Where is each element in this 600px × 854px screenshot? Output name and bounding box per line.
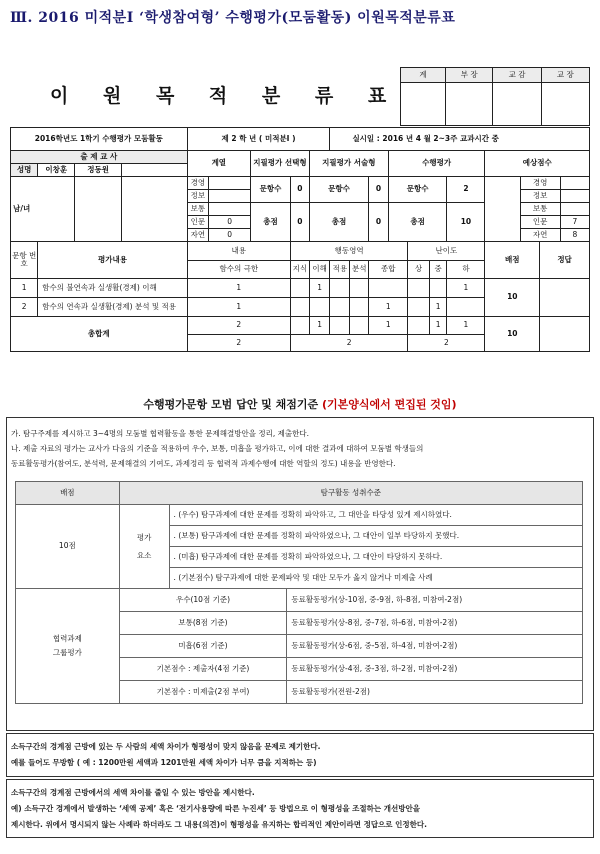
answer-2-line-1: 소득구간의 경계점 근방에서의 세액 차이를 줄일 수 있는 방안을 제시한다.: [11, 788, 255, 797]
subject-1: 경영: [187, 177, 209, 190]
coop-desc: 동료활동평가(상-10점, 중-9점, 하-8점, 미참여-2점): [287, 589, 583, 612]
info-grade: 제 2 학 년 ( 미적분Ⅰ ): [187, 128, 330, 151]
difficulty-head: 난이도: [408, 242, 485, 261]
answer-head: 정답: [540, 242, 590, 279]
right-value-3: [560, 203, 589, 216]
behavior-application: 적용: [330, 260, 350, 279]
row-content: 함수의 연속과 실생활(경제) 분석 및 적용: [38, 298, 187, 317]
mc-total-label: 총점: [251, 203, 291, 242]
score-10: 10: [485, 279, 540, 317]
score-head: 배점: [485, 242, 540, 279]
approval-head-1: 계: [401, 68, 446, 83]
total-mid: 1: [429, 317, 447, 335]
note-2: 나. 제출 자료의 평가는 교사가 다음의 기준을 적용하여 우수, 보통, 미흡을 평가하고, 이에 대한 결과에 대하여 모둠별 학생들의: [11, 444, 424, 453]
gyeyeol-head: 계열: [187, 151, 250, 177]
right-subject-5: 자연: [520, 229, 560, 242]
subject-3: 보통: [187, 203, 209, 216]
subject-value-1: [209, 177, 251, 190]
subject-2: 정보: [187, 190, 209, 203]
essay-count: 0: [369, 177, 389, 203]
row-content: 함수의 불연속과 실생활(경제) 이해: [38, 279, 187, 298]
row-lim: 1: [187, 298, 290, 317]
answer-1-line-1: 소득구간의 경계점 근방에 있는 두 사람의 세액 차이가 형평성이 맞지 않음을 문제로 제기한다.: [11, 742, 321, 751]
subject-value-3: [209, 203, 251, 216]
row-num: 1: [11, 279, 38, 298]
content-label: 평가내용: [38, 242, 187, 279]
total-score: 10: [485, 317, 540, 352]
difficulty-high: 상: [408, 260, 430, 279]
num-head: 문항 번호: [11, 242, 38, 279]
info-term: 2016학년도 1학기 수행평가 모둠활동: [11, 128, 188, 151]
mc-count: 0: [290, 177, 309, 203]
coop-desc: 동료활동평가(상-6점, 중-5점, 하-4점, 미참여-2점): [287, 635, 583, 658]
coop-level: 보통(8점 기준): [119, 612, 287, 635]
right-value-1: [560, 177, 589, 190]
rubric-head-score: 배점: [16, 482, 120, 505]
approval-head-4: 교 장: [541, 68, 589, 83]
row-lim: 1: [187, 279, 290, 298]
subject-5: 자연: [187, 229, 209, 242]
rubric-head-level: 탐구활동 성취수준: [119, 482, 582, 505]
mc-head: 지필평가 선택형: [251, 151, 310, 177]
behavior-synthesis: 종합: [369, 260, 408, 279]
approval-sign-1[interactable]: [401, 83, 446, 126]
doc-title: 이 원 목 적 분 류 표: [10, 68, 401, 126]
row-mid: 1: [429, 298, 447, 317]
total-content-sum: 2: [187, 334, 290, 352]
answer-2-line-2: 예) 소득구간 경계에서 발생하는 ‘세액 공제’ 혹은 ‘전기사용량에 따른 누진세’ 등 방법으로 이 형평성을 조절하는 개선방안을: [11, 804, 420, 813]
criteria-basic: . (기본점수) 탐구과제에 대한 문제파악 및 대안 모두가 옳지 않거나 미제출 사례: [169, 568, 582, 589]
rubric-box: [6, 417, 594, 731]
approval-head-2: 부 장: [445, 68, 493, 83]
right-subject-1: 경영: [520, 177, 560, 190]
essay-count-label: 문항수: [309, 177, 368, 203]
rubric-table: [15, 481, 583, 704]
total-understand: 1: [309, 317, 330, 335]
criteria-average: . (보통) 탐구과제에 대한 문제를 정확히 파악하였으나, 그 대안이 일부 타당하지 못했다.: [169, 526, 582, 547]
subject-value-4: 0: [209, 216, 251, 229]
criteria-excellent: . (우수) 탐구과제에 대한 문제를 정확히 파악하고, 그 대안을 타당성 있게 제시하였다.: [169, 505, 582, 526]
mc-total: 0: [290, 203, 309, 242]
eval-label-2: 요소: [136, 550, 152, 560]
difficulty-mid: 중: [429, 260, 447, 279]
row-num: 2: [11, 298, 38, 317]
note-1: 가. 탐구주제를 제시하고 3~4명의 모둠별 협력활동을 통한 문제해결방안을 정리, 제출한다.: [11, 429, 310, 438]
answer-box-1: [6, 733, 594, 777]
approval-header: [10, 67, 590, 126]
section-title-text: 수행평가문항 모범 답안 및 채점기준: [143, 398, 322, 411]
total-behavior-sum: 2: [290, 334, 407, 352]
rubric-score-10: 10점: [16, 505, 120, 589]
row-synth: 1: [369, 298, 408, 317]
note-3: 동료활동평가(참여도, 분석력, 문제해결의 기여도, 과제정리 등 협력적 과제수행에 대한 역할의 정도) 내용을 반영한다.: [11, 459, 396, 468]
perf-count-label: 문항수: [388, 177, 447, 203]
name-label: 성명: [11, 164, 38, 177]
approval-head-3: 교 감: [493, 68, 541, 83]
total-difficulty-sum: 2: [408, 334, 485, 352]
coop-label-1: 협력과제: [52, 634, 82, 643]
coop-desc: 동료활동평가(전원-2점): [287, 681, 583, 704]
answer-2-line-3: 제시한다. 위에서 명시되지 않는 사례라 하더라도 그 내용(의견)이 형평성을 유지하는 합리적인 제안이라면 정답으로 인정한다.: [11, 820, 427, 829]
right-value-5: 8: [560, 229, 589, 242]
gender-label: 남/녀: [11, 177, 75, 242]
spec-table: [10, 127, 590, 352]
right-subject-2: 정보: [520, 190, 560, 203]
sub-content: 함수의 극한: [187, 260, 290, 279]
expected-head: 예상점수: [485, 151, 590, 177]
examiner-label: 출 제 교 사: [11, 151, 188, 164]
coop-desc: 동료활동평가(상-4점, 중-3점, 하-2점, 미참여-2점): [287, 658, 583, 681]
approval-sign-3[interactable]: [493, 83, 541, 126]
total-low: 1: [447, 317, 485, 335]
subject-value-2: [209, 190, 251, 203]
mc-count-label: 문항수: [251, 177, 291, 203]
info-date: 실시일 : 2016 년 4 월 2~3주 교과시간 중: [330, 128, 590, 151]
subject-value-5: 0: [209, 229, 251, 242]
right-value-4: 7: [560, 216, 589, 229]
approval-sign-4[interactable]: [541, 83, 589, 126]
behavior-analysis: 분석: [350, 260, 369, 279]
total-label: 총합계: [11, 317, 188, 352]
coop-level: 미흡(6점 기준): [119, 635, 287, 658]
criteria-poor: . (미흡) 탐구과제에 대한 문제를 정확히 파악하였으나, 그 대안이 타당하지 못하다.: [169, 547, 582, 568]
coop-level: 우수(10점 기준): [119, 589, 287, 612]
right-subject-4: 인문: [520, 216, 560, 229]
eval-label-1: 평가: [136, 532, 152, 542]
difficulty-low: 하: [447, 260, 485, 279]
perf-count: 2: [447, 177, 485, 203]
coop-level: 기본점수 : 제출자(4점 기준): [119, 658, 287, 681]
section-title: [0, 396, 600, 412]
row-low: 1: [447, 279, 485, 298]
behavior-knowledge: 지식: [290, 260, 309, 279]
answer-box-2: [6, 779, 594, 838]
right-value-2: [560, 190, 589, 203]
behavior-head: 행동영역: [290, 242, 407, 261]
essay-total-label: 총점: [309, 203, 368, 242]
essay-total: 0: [369, 203, 389, 242]
coop-label-2: 그룹평가: [52, 648, 82, 657]
right-subject-3: 보통: [520, 203, 560, 216]
answer-1-line-2: 예를 들어도 무방함 ( 예 : 1200만원 세액과 1201만원 세액 차이가 너무 큼을 지적하는 등): [11, 758, 317, 767]
table-row: [11, 279, 590, 298]
coop-desc: 동료활동평가(상-8점, 중-7점, 하-6점, 미참여-2점): [287, 612, 583, 635]
total-lim: 2: [187, 317, 290, 335]
examiner-name-2: 정동원: [75, 164, 122, 177]
perf-head: 수행평가: [388, 151, 485, 177]
page-title: Ⅲ. 2016 미적분Ⅰ ‘학생참여형’ 수행평가(모둠활동) 이원목적분류표: [10, 10, 456, 26]
row-understand: 1: [309, 279, 330, 298]
approval-sign-2[interactable]: [445, 83, 493, 126]
section-title-note: (기본양식에서 편집된 것임): [321, 398, 457, 411]
essay-head: 지필평가 서술형: [309, 151, 388, 177]
coop-level: 기본점수 : 미제출(2점 부여): [119, 681, 287, 704]
perf-total: 10: [447, 203, 485, 242]
content-head: 내용: [187, 242, 290, 261]
perf-total-label: 총점: [388, 203, 447, 242]
subject-4: 인문: [187, 216, 209, 229]
total-synth: 1: [369, 317, 408, 335]
behavior-understanding: 이해: [309, 260, 330, 279]
examiner-name-1: 이창훈: [38, 164, 75, 177]
